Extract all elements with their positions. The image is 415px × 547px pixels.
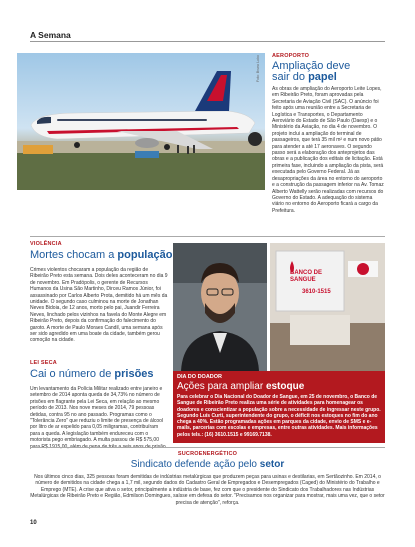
violencia-headline [30,249,172,261]
section-title: A Semana [30,30,71,40]
aeroporto-headline [272,61,385,83]
portrait-illustration [173,243,267,371]
lei-seca-kicker: LEI SECA [30,360,57,366]
lei-seca-headline-bold: prisões [114,368,154,380]
aeroporto-body: As obras de ampliação do Aeroporto Leite Lopes, em Ribeirão Preto, foram aprovadas pela Secretaria de Aviação Civil (SAC). O anúncio foi feito após uma reunião entre a Secretaria de Logística e Transportes, o Departamento Aeroviário do Estado de São Paulo (Daesp) e o Ministério da Aviação, no dia 4 de novembro. O projeto inclui a ampliação do terminal de passageiros, que terá 35 mil m² e num novo pátio para atender a até 17 aeronaves. O segundo passo será a elaboração dos anteprojetos das obras e a publicação dos editais de licitação. Está primeira fase, incluindo a ampliação da pista, será executada pelo Governo Federal. Já as desapropriações da área no entorno do aeroporto e a construção da passagem inferior na Av. Tomaz Alberto Wattelly serão realizadas com recursos do Governo do Estado. A adequação do sistema viário no entorno do Aeroporto ficará a cargo da Prefeitura. [272,86,384,214]
aeroporto-headline-line1: Ampliação deve [272,60,351,72]
doador-headline [177,381,381,392]
sucro-headline-bold: setor [259,459,285,470]
blood-bank-illustration [270,243,385,371]
sucro-headline [0,459,415,470]
doador-box [173,371,385,443]
doador-headline-text: Ações para ampliar [177,381,266,392]
doador-headline-bold: estoque [265,381,305,392]
lei-seca-headline-text: Cai o número de [30,368,115,380]
sucro-body: Nos últimos cinco dias, 325 pessoas foram demitidas de indústrias metalúrgicas que produzem peças para usinas e destilarias, em Sertãozinho. Em 2014, o número de demitidos na cidade chega a 1,7 mil, segundo dados do Cadastro Geral de Empregados e Desempregados (Caged) do Ministério do Trabalho e Emprego (MTE). A crise que ativa o setor, principalmente a indústria de base, fez com que o presidente do Sindicato dos Trabalhadores nas Indústrias Metalúrgicas de Ribeirão Preto e Região, Edmilson Domingues, saísse em defesa do setor. "Precisamos nos organizar para mostrar, mais uma vez, que o setor precisa de atenção", reforça. [30,474,385,506]
doador-body: Para celebrar o Dia Nacional do Doador de Sangue, em 25 de novembro, o Banco de Sangue de Ribeirão Preto realiza uma série de atividades para homenagear os doadores e conscientizar a população sobre a necessidade de ingressar neste grupo. Segundo Luís Curti, superintendente do grupo, o déficit nos estoques no fim do ano chega a 40%. Estão programadas ações em parques da cidade, envio de SMS e e-mails, parcerias com escolas e empresas, entre outras atividades. Mais informações pelos tels.: (16) 3610.1515 e 99169.7138. [177,394,381,438]
aeroporto-headline-bold: papel [308,71,337,83]
airplane-illustration [17,53,265,190]
photo-credit: Foto: Bruno Lobo [256,55,260,83]
section-divider-bottom [30,447,385,448]
violencia-kicker: VIOLÊNCIA [30,241,62,247]
lei-seca-headline [30,368,154,380]
violencia-body: Crimes violentos chocaram a população da região de Ribeirão Preto esta semana. Dois deles aconteceram no dia 9 de novembro. Em Pradópolis, o gerente de Recursos Humanos da Usina São Martinho, Dirceu Ramos Júnior, foi assassinado por Carlos Alberto Prota, demitido há um mês da unidade. O segundo caso culminou na morte de Jonathan Neves Bidoia, de 12 anos, morto pelo pai, Juandir Ferreira Neves, linchado pelos vizinhos na favela do Monte Alegre em Ribeirão Preto, depois da confirmação do falecimento do garoto. A morte de Paulo Moraes Candil, uma semana após ser sido agredido em uma boate da cidade, também gerou comoção na cidade. [30,267,168,344]
airport-photo [17,53,265,190]
portrait-photo [173,243,267,371]
lei-seca-body: Um levantamento da Polícia Militar realizado entre janeiro e setembro de 2014 aponta queda de 34,73% no número de prisões em flagrante pela Lei Seca, em relação ao mesmo período de 2013. Nos nove meses de 2014, 79 pessoas detidas, contra 95 no ano passado. Programas como o "Tolerância Zero" que reduziu o limite de presença de álcool por litro de ar expelido para 0,05 miligramas, contribuíram para a queda. A legislação também endureceu com o motorista pego embriagado. A multa passou de R$ 575,00 [30,386,164,444]
blood-bank-sign-line1: BANCO DE [290,270,323,276]
blood-bank-photo [270,243,385,371]
violencia-headline-bold: população [117,249,173,261]
blood-bank-sign-line2: SANGUE [290,277,316,283]
aeroporto-kicker: AEROPORTO [272,53,310,59]
page-number: 10 [30,520,37,526]
top-rule [30,41,385,42]
sucro-kicker: SUCROENERGÉTICO [177,451,238,457]
aeroporto-article [272,53,385,214]
doador-kicker: DIA DO DOADOR [177,374,223,380]
section-divider [30,236,385,237]
blood-bank-sign-phone: 3610-1515 [302,289,331,295]
aeroporto-headline-line2: sair do [272,71,309,83]
sucro-headline-text: Sindicato defende ação pelo [130,459,260,470]
violencia-headline-text: Mortes chocam a [30,249,118,261]
